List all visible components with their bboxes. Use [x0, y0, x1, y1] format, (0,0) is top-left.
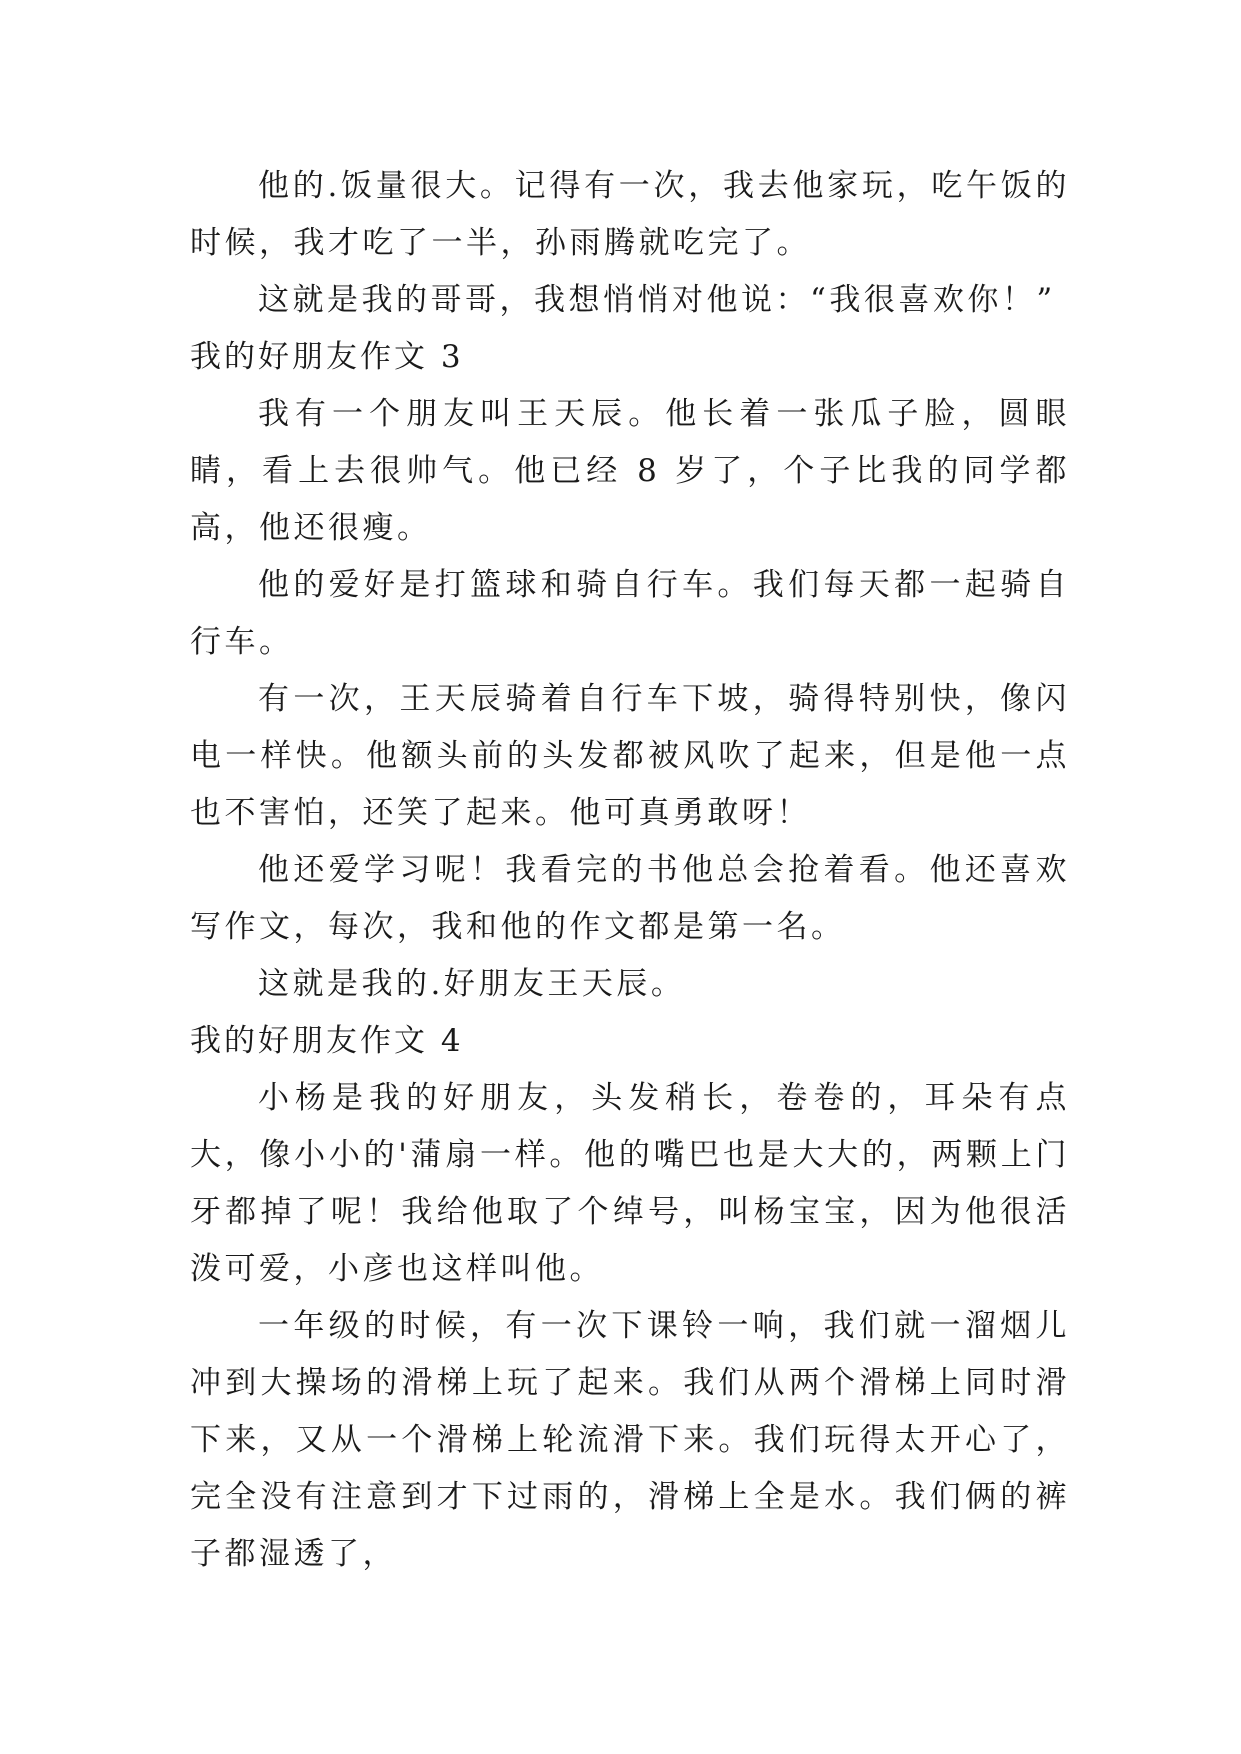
section-heading: 我的好朋友作文 4	[190, 1023, 464, 1059]
paragraph: 这就是我的.好朋友王天辰。	[258, 966, 686, 1002]
section-heading: 我的好朋友作文 3	[190, 339, 464, 375]
paragraph: 这就是我的哥哥，我想悄悄对他说：“我很喜欢你！”	[258, 282, 1056, 318]
paragraph: 小杨是我的好朋友，头发稍长，卷卷的，耳朵有点大，像小小的'蒲扇一样。他的嘴巴也是大大的，两颗上门牙都掉了呢！我给他取了个绰号，叫杨宝宝，因为他很活泼可爱，小彦也这样叫他。	[190, 1080, 1070, 1287]
paragraph: 有一次，王天辰骑着自行车下坡，骑得特别快，像闪电一样快。他额头前的头发都被风吹了起来，但是他一点也不害怕，还笑了起来。他可真勇敢呀！	[190, 681, 1070, 831]
paragraph: 他的爱好是打篮球和骑自行车。我们每天都一起骑自行车。	[190, 567, 1070, 660]
paragraph: 一年级的时候，有一次下课铃一响，我们就一溜烟儿冲到大操场的滑梯上玩了起来。我们从两个滑梯上同时滑下来，又从一个滑梯上轮流滑下来。我们玩得太开心了，完全没有注意到才下过雨的，滑梯上全是水。我们俩的裤子都湿透了，	[190, 1308, 1070, 1572]
paragraph: 他的.饭量很大。记得有一次，我去他家玩，吃午饭的时候，我才吃了一半，孙雨腾就吃完了。	[190, 168, 1070, 261]
paragraph: 他还爱学习呢！我看完的书他总会抢着看。他还喜欢写作文，每次，我和他的作文都是第一名。	[190, 852, 1070, 945]
document-page	[190, 158, 1070, 1583]
paragraph: 我有一个朋友叫王天辰。他长着一张瓜子脸，圆眼睛，看上去很帅气。他已经 8 岁了，个子比我的同学都高，他还很瘦。	[190, 396, 1070, 546]
